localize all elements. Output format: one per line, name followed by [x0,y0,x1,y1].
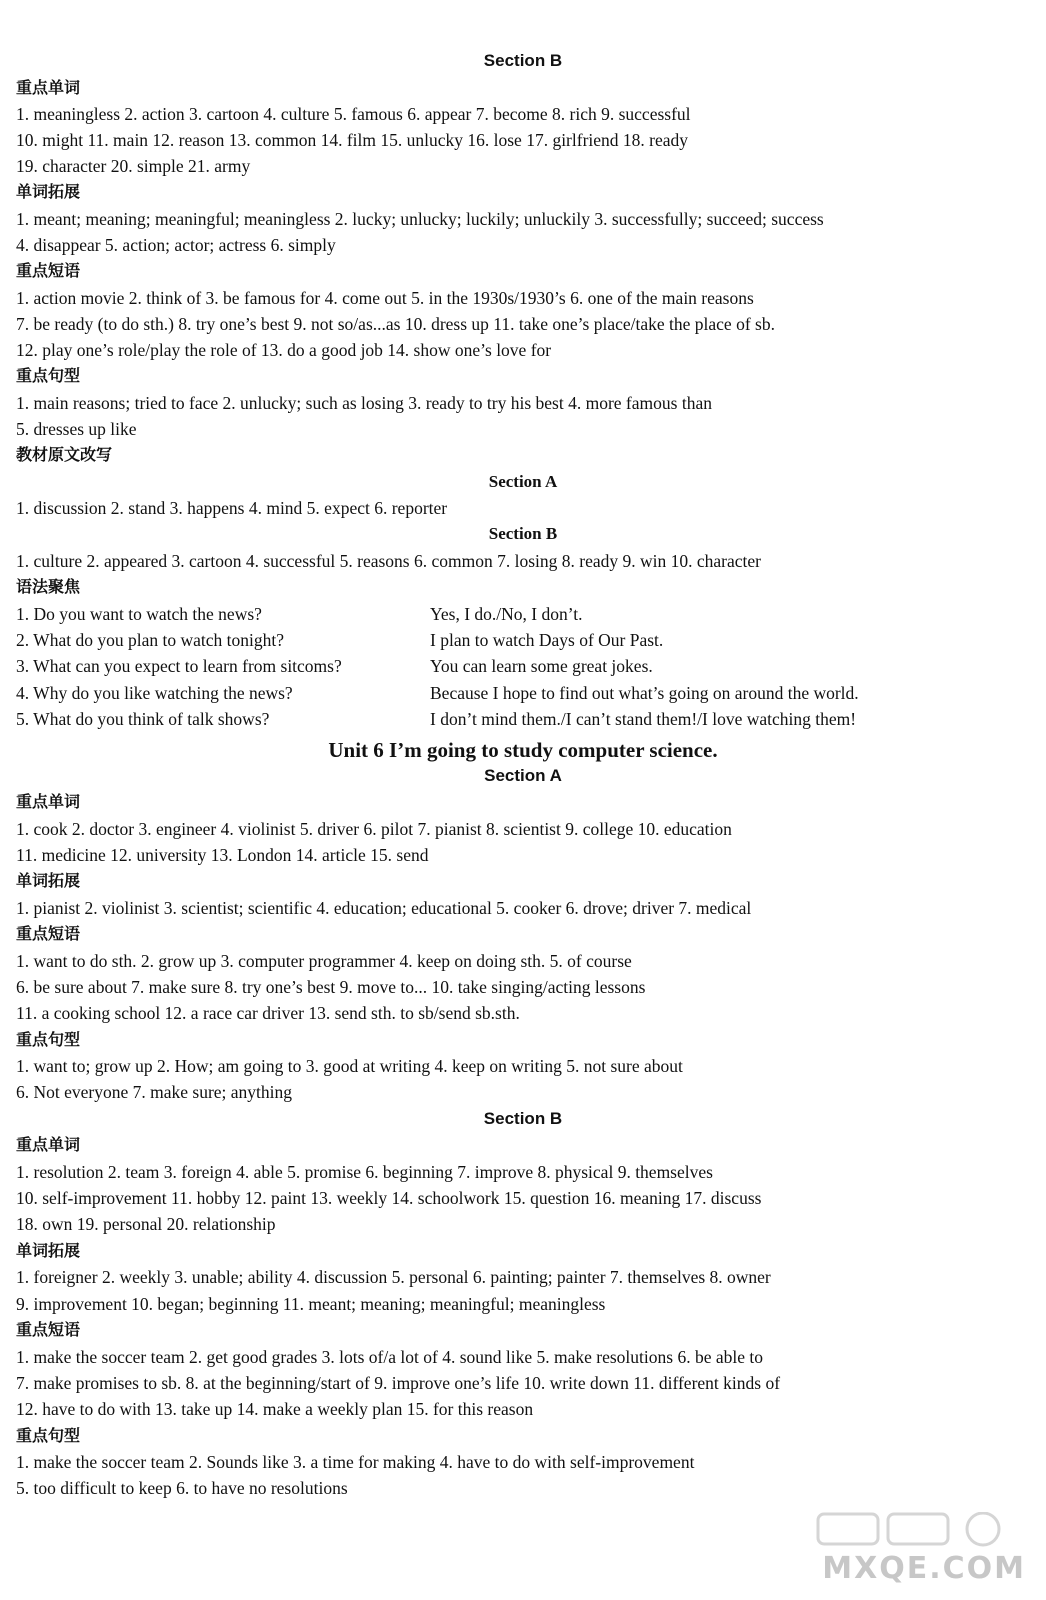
expand-line: 1. foreigner 2. weekly 3. unable; ability 4. discussion 5. personal 6. painting; painter 7. themselves 8. owner [16,1267,771,1287]
words-line: 10. might 11. main 12. reason 13. common 14. film 15. unlucky 16. lose 17. girlfriend 18. ready [16,130,689,150]
sentence-line: 1. make the soccer team 2. Sounds like 3. a time for making 4. have to do with self-improvement [16,1452,695,1472]
phrase-line: 1. action movie 2. think of 3. be famous for 4. come out 5. in the 1930s/1930’s 6. one of the main reasons [16,288,754,308]
heading-word-expansion: 单词拓展 [16,871,81,890]
rewrite-b-line: 1. culture 2. appeared 3. cartoon 4. successful 5. reasons 6. common 7. losing 8. ready 9. win 10. character [16,551,761,571]
expand-line: 9. improvement 10. began; beginning 11. meant; meaning; meaningful; meaningless [16,1294,606,1314]
heading-key-words: 重点单词 [16,78,81,97]
grammar-answer: I plan to watch Days of Our Past. [430,630,664,650]
phrase-line: 7. make promises to sb. 8. at the beginning/start of 9. improve one’s life 10. write down 11. different kinds of [16,1373,781,1393]
section-b-title: Section B [483,51,563,70]
unit6-section-b-title: Section B [483,1109,563,1128]
words-line: 1. cook 2. doctor 3. engineer 4. violinist 5. driver 6. pilot 7. pianist 8. scientist 9. college 10. education [16,819,732,839]
heading-key-sentences: 重点句型 [16,366,81,385]
grammar-answer: Because I hope to find out what’s going on around the world. [430,683,859,703]
heading-word-expansion: 单词拓展 [16,182,81,201]
phrase-line: 1. make the soccer team 2. get good grades 3. lots of/a lot of 4. sound like 5. make resolutions 6. be able to [16,1347,763,1367]
sentence-line: 1. want to; grow up 2. How; am going to 3. good at writing 4. keep on writing 5. not sure about [16,1056,683,1076]
phrase-line: 11. a cooking school 12. a race car driver 13. send sth. to sb/send sb.sth. [16,1003,520,1023]
heading-word-expansion: 单词拓展 [16,1241,81,1260]
words-line: 19. character 20. simple 21. army [16,156,251,176]
grammar-answer: I don’t mind them./I can’t stand them!/I love watching them! [430,709,857,729]
heading-key-words: 重点单词 [16,792,81,811]
unit6-section-a-title: Section A [484,766,562,785]
watermark-text: MXQE.COM [822,1551,1026,1586]
unit-title: Unit 6 I’m going to study computer science. [328,738,718,762]
words-line: 1. meaningless 2. action 3. cartoon 4. culture 5. famous 6. appear 7. become 8. rich 9. successful [16,104,691,124]
grammar-question: 5. What do you think of talk shows? [16,709,270,729]
sentence-line: 1. main reasons; tried to face 2. unlucky; such as losing 3. ready to try his best 4. more famous than [16,393,712,413]
grammar-question: 2. What do you plan to watch tonight? [16,630,284,650]
phrase-line: 12. have to do with 13. take up 14. make a weekly plan 15. for this reason [16,1399,534,1419]
words-line: 11. medicine 12. university 13. London 14. article 15. send [16,845,429,865]
phrase-line: 6. be sure about 7. make sure 8. try one’s best 9. move to... 10. take singing/acting lessons [16,977,646,997]
phrase-line: 7. be ready (to do sth.) 8. try one’s best 9. not so/as...as 10. dress up 11. take one’s place/take the place of sb. [16,314,775,334]
expand-line: 1. pianist 2. violinist 3. scientist; scientific 4. education; educational 5. cooker 6. drove; driver 7. medical [16,898,752,918]
sentence-line: 5. dresses up like [16,419,137,439]
sentence-line: 5. too difficult to keep 6. to have no resolutions [16,1478,348,1498]
words-line: 10. self-improvement 11. hobby 12. paint 13. weekly 14. schoolwork 15. question 16. meaning 17. discuss [16,1188,762,1208]
heading-key-sentences: 重点句型 [16,1030,81,1049]
grammar-question: 1. Do you want to watch the news? [16,604,262,624]
expand-line: 1. meant; meaning; meaningful; meaningless 2. lucky; unlucky; luckily; unluckily 3. successfully; succeed; success [16,209,824,229]
rewrite-section-a-title: Section A [488,472,558,491]
heading-key-sentences: 重点句型 [16,1426,81,1445]
heading-key-phrases: 重点短语 [16,1320,81,1339]
grammar-question: 4. Why do you like watching the news? [16,683,293,703]
heading-text-rewrite: 教材原文改写 [16,445,113,464]
sentence-line: 6. Not everyone 7. make sure; anything [16,1082,293,1102]
grammar-answer: Yes, I do./No, I don’t. [430,604,583,624]
rewrite-a-line: 1. discussion 2. stand 3. happens 4. mind 5. expect 6. reporter [16,498,448,518]
heading-grammar-focus: 语法聚焦 [16,577,81,596]
expand-line: 4. disappear 5. action; actor; actress 6. simply [16,235,336,255]
heading-key-words: 重点单词 [16,1135,81,1154]
phrase-line: 12. play one’s role/play the role of 13. do a good job 14. show one’s love for [16,340,552,360]
words-line: 1. resolution 2. team 3. foreign 4. able 5. promise 6. beginning 7. improve 8. physical 9. themselves [16,1162,713,1182]
rewrite-section-b-title: Section B [488,524,558,543]
heading-key-phrases: 重点短语 [16,261,81,280]
heading-key-phrases: 重点短语 [16,924,81,943]
grammar-answer: You can learn some great jokes. [430,656,653,676]
phrase-line: 1. want to do sth. 2. grow up 3. computer programmer 4. keep on doing sth. 5. of course [16,951,632,971]
grammar-question: 3. What can you expect to learn from sitcoms? [16,656,342,676]
words-line: 18. own 19. personal 20. relationship [16,1214,276,1234]
